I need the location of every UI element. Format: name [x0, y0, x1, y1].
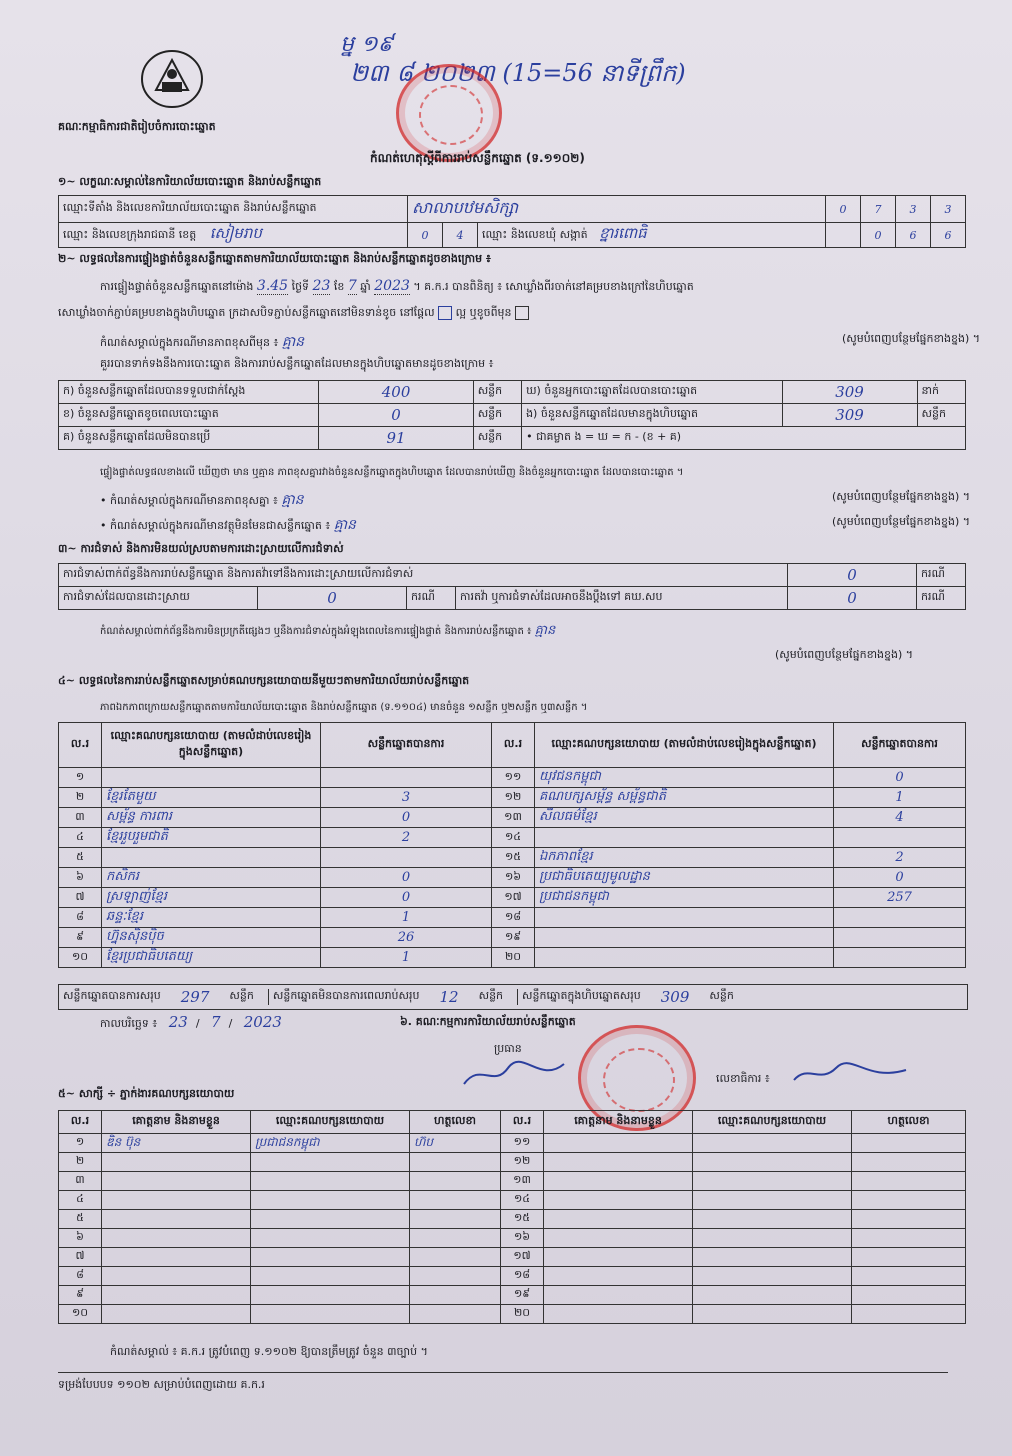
w-col-party-left: ឈ្មោះគណបក្សនយោបាយ	[251, 1111, 410, 1134]
appeal-label: ការតវ៉ា ឬការជំទាស់ដែលអាចនឹងប្ដឹងទៅ គឃ.សប	[456, 587, 788, 610]
witness-name	[544, 1267, 693, 1286]
witness-no: ១៣	[501, 1172, 544, 1191]
witness-no: ១៩	[501, 1286, 544, 1305]
witness-party	[251, 1286, 410, 1305]
result-no: ៨	[59, 908, 102, 928]
unused-unit: សន្លឹក	[473, 427, 521, 450]
result-party: ស្រឡាញ់ខ្មែរ	[102, 888, 321, 908]
witness-sign	[852, 1305, 966, 1324]
voters-value: 309	[782, 381, 917, 404]
objection-value: 0	[788, 564, 917, 587]
result-votes: 0	[321, 808, 492, 828]
result-no: ១៦	[492, 868, 535, 888]
table-row	[59, 1229, 966, 1248]
col-no-left: ល.រ	[59, 723, 102, 768]
date-day: 23	[168, 1013, 188, 1031]
result-no: ១៧	[492, 888, 535, 908]
appeal-value: 0	[788, 587, 917, 610]
witness-party	[251, 1229, 410, 1248]
result-no: ៥	[59, 848, 102, 868]
result-votes: 3	[321, 788, 492, 808]
table-row	[59, 908, 966, 928]
witness-sign	[410, 1191, 501, 1210]
table-row	[59, 1305, 966, 1324]
witness-name	[544, 1134, 693, 1153]
ballot-count-table	[58, 380, 966, 450]
nec-logo	[136, 46, 208, 112]
bullet1-hint: (សូមបំពេញបន្ថែមផ្នែកខាងខ្នង) ។	[831, 490, 970, 503]
witness-no: ៣	[59, 1172, 102, 1191]
witness-no: ១៥	[501, 1210, 544, 1229]
col-votes-right: សន្លឹកឆ្នោតបានការ	[834, 723, 966, 768]
result-no: ៧	[59, 888, 102, 908]
seal-broken-label: ឬខូចពីមុន	[469, 306, 512, 319]
section3-note-label: កំណត់សម្គាល់ពាក់ព័ន្ធនឹងការមិនប្រក្រតីផ្សេងៗ ឬនឹងការជំទាស់ក្នុងអំឡុងពេលនៃការផ្ទៀងផ្ទាត់ និងការរាប់សន្លឹកឆ្នោត ៖	[100, 626, 532, 637]
witness-name	[102, 1286, 251, 1305]
secretary-signature	[790, 1060, 910, 1088]
witness-party	[251, 1153, 410, 1172]
date-label: កាលបរិច្ឆេទ ៖	[100, 1017, 158, 1030]
result-party	[535, 828, 834, 848]
witness-party	[693, 1134, 852, 1153]
in-box-value: 309	[782, 404, 917, 427]
witness-name	[544, 1305, 693, 1324]
witness-sign	[410, 1286, 501, 1305]
resolved-unit: ករណី	[407, 587, 456, 610]
spoiled-label: ខ) ចំនួនសន្លឹកឆ្នោតខូចពេលបោះឆ្នោត	[59, 404, 319, 427]
table-row	[59, 888, 966, 908]
section3-note	[100, 622, 970, 641]
form-title: កំណត់ហេតុស្ដីពីការរាប់សន្លឹកឆ្នោត (ទ.១១០២)	[370, 151, 585, 165]
result-no: ១៩	[492, 928, 535, 948]
witness-sign	[852, 1267, 966, 1286]
result-party	[535, 948, 834, 968]
location-code-1: 0	[826, 196, 861, 223]
section2-title: ២~ លទ្ធផលនៃការផ្ទៀងផ្ទាត់ចំនួនសន្លឹកឆ្នោតតាមការិយាល័យបោះឆ្នោត និងរាប់សន្លឹកឆ្នោតដូចខាងក្រោម ៖	[58, 252, 491, 265]
result-votes: 257	[834, 888, 966, 908]
witness-party	[693, 1153, 852, 1172]
witness-sign	[852, 1248, 966, 1267]
witness-sign	[852, 1172, 966, 1191]
result-party: យុវជនកម្ពុជា	[535, 768, 834, 788]
count-row	[59, 381, 966, 404]
result-party: ឯកភាពខ្មែរ	[535, 848, 834, 868]
line1-pre: ការផ្ទៀងផ្ទាត់ចំនួនសន្លឹកឆ្នោតនៅម៉ោង	[100, 280, 254, 293]
result-votes	[321, 848, 492, 868]
witness-no: ១០	[59, 1305, 102, 1324]
result-no: ១២	[492, 788, 535, 808]
result-votes: 26	[321, 928, 492, 948]
result-party	[535, 908, 834, 928]
date-year: 2023	[243, 1013, 282, 1031]
location-code-3: 3	[896, 196, 931, 223]
total-valid-label: សន្លឹកឆ្នោតបានការសរុប	[63, 989, 161, 1002]
result-votes	[321, 768, 492, 788]
result-party: ឆន្ទៈខ្មែរ	[102, 908, 321, 928]
result-votes: 1	[321, 908, 492, 928]
witness-no: ១៤	[501, 1191, 544, 1210]
w-col-sign-left: ហត្ថលេខា	[410, 1111, 501, 1134]
witness-no: ១១	[501, 1134, 544, 1153]
witness-party	[693, 1286, 852, 1305]
result-votes: 2	[834, 848, 966, 868]
result-no: ១០	[59, 948, 102, 968]
result-no: ១	[59, 768, 102, 788]
witness-name	[102, 1191, 251, 1210]
province-label: ឈ្មោះ និងលេខក្រុងរាជធានី ខេត្ត	[63, 228, 197, 241]
witness-name	[102, 1305, 251, 1324]
objection-unit: ករណី	[917, 564, 966, 587]
line2-text: សោឃ្លាំងចាក់ភ្ជាប់គម្របខាងក្នុងហិបឆ្នោត ក្រដាសបិទភ្ជាប់សន្លឹកឆ្នោតនៅមិនទាន់ខូច នៅផ្ដែល	[58, 306, 435, 319]
result-party: ប្រជាធិបតេយ្យមូលដ្ឋាន	[535, 868, 834, 888]
result-party: ហ្វ៊ុនស៊ិនប៉ិច	[102, 928, 321, 948]
results-body	[59, 768, 966, 968]
witness-party	[693, 1210, 852, 1229]
w-col-no-right: ល.រ	[501, 1111, 544, 1134]
witness-name	[102, 1267, 251, 1286]
result-party	[102, 848, 321, 868]
result-party: ខ្មែររួបរួមជាតិ	[102, 828, 321, 848]
result-votes	[834, 948, 966, 968]
commune-code-1: 0	[861, 223, 896, 248]
in-box-unit: សន្លឹក	[917, 404, 965, 427]
witness-name	[544, 1191, 693, 1210]
chair-label: ប្រធាន	[494, 1042, 522, 1055]
witness-party: ប្រជាជនកម្ពុជា	[251, 1134, 410, 1153]
witness-no: ១២	[501, 1153, 544, 1172]
result-no: ១៥	[492, 848, 535, 868]
result-party: គណបក្សសម្ព័ន្ធ សម្ព័ន្ធជាតិ	[535, 788, 834, 808]
objection-table	[58, 563, 966, 610]
table-row	[59, 1210, 966, 1229]
formula-label: • ជាគម្លាត ង = ឃ = ក - (ខ + គ)	[522, 427, 966, 450]
line1-post: ។ គ.ក.រ បានពិនិត្យ ៖ សោឃ្លាំងពីរចាក់នៅគម្របខាងក្រៅនៃហិបឆ្នោត	[413, 280, 694, 293]
result-no: ៣	[59, 808, 102, 828]
results-table	[58, 722, 966, 968]
commune-value: ខ្នារពោធិ	[599, 224, 647, 242]
table-row	[59, 1153, 966, 1172]
witness-no: ១	[59, 1134, 102, 1153]
footnote: កំណត់សម្គាល់ ៖ គ.ក.រ ត្រូវបំពេញ ទ.១១០២ ឱ្យបានត្រឹមត្រូវ ចំនួន ៣ច្បាប់ ។	[110, 1345, 428, 1358]
result-no: ២០	[492, 948, 535, 968]
witness-name	[102, 1210, 251, 1229]
w-col-name-left: គោត្តនាម និងនាមខ្លួន	[102, 1111, 251, 1134]
month-label: ខែ	[333, 280, 345, 293]
table-row	[59, 788, 966, 808]
count-row	[59, 427, 966, 450]
witness-sign	[852, 1229, 966, 1248]
note-value: គ្មាន	[281, 334, 305, 350]
witness-no: ១៨	[501, 1267, 544, 1286]
result-party: ខ្មែរតែមួយ	[102, 788, 321, 808]
witness-name: ឌិន ប៊ុន	[102, 1134, 251, 1153]
commune-code-2: 6	[896, 223, 931, 248]
date-line: កាលបរិច្ឆេទ ៖ 23 / 7 / 2023	[100, 1013, 282, 1031]
witness-party	[693, 1191, 852, 1210]
w-col-party-right: ឈ្មោះគណបក្សនយោបាយ	[693, 1111, 852, 1134]
w-col-no-left: ល.រ	[59, 1111, 102, 1134]
witness-sign	[852, 1210, 966, 1229]
location-label: ឈ្មោះទីតាំង និងលេខការិយាល័យបោះឆ្នោត និងរាប់សន្លឹកឆ្នោត	[59, 196, 408, 223]
result-party: ប្រជាជនកម្ពុជា	[535, 888, 834, 908]
spoiled-unit: សន្លឹក	[473, 404, 521, 427]
witness-sign	[852, 1153, 966, 1172]
section5-title: ៥~ សាក្សី ÷ ភ្នាក់ងារគណបក្សនយោបាយ	[58, 1087, 235, 1100]
result-no: ៩	[59, 928, 102, 948]
check-year: 2023	[374, 278, 410, 294]
witness-name	[102, 1172, 251, 1191]
section4-title: ៤~ លទ្ធផលនៃការរាប់សន្លឹកឆ្នោតសម្រាប់គណបក្សនយោបាយនីមួយៗតាមការិយាល័យរាប់សន្លឹកឆ្នោត	[58, 674, 470, 687]
witness-sign	[410, 1229, 501, 1248]
total-box-unit: សន្លឹក	[709, 989, 734, 1002]
day-label: ថ្ងៃទី	[291, 280, 310, 293]
total-box-value: 309	[660, 988, 690, 1006]
secretary-label: លេខាធិការ ៖	[716, 1072, 770, 1085]
witness-no: ១៦	[501, 1229, 544, 1248]
objection-label: ការជំទាស់ពាក់ព័ន្ធនឹងការរាប់សន្លឹកឆ្នោត និងការតវ៉ាទៅនឹងការដោះស្រាយលើការជំទាស់	[59, 564, 788, 587]
in-box-label: ង) ចំនួនសន្លឹកឆ្នោតដែលមានក្នុងហិបឆ្នោត	[522, 404, 782, 427]
bullet1	[100, 490, 970, 511]
bullet2-label: • កំណត់សម្គាល់ក្នុងករណីមានវត្ថុមិនមែនជាសន្លឹកឆ្នោត ៖	[100, 519, 331, 532]
witness-name	[544, 1172, 693, 1191]
witness-party	[693, 1229, 852, 1248]
witness-no: ៩	[59, 1286, 102, 1305]
total-invalid-unit: សន្លឹក	[478, 989, 504, 1002]
witness-party	[693, 1248, 852, 1267]
witness-name	[544, 1153, 693, 1172]
section1-table	[58, 195, 966, 248]
received-label: ក) ចំនួនសន្លឹកឆ្នោតដែលបានទទួលជាក់ស្ដែង	[59, 381, 319, 404]
witness-sign	[410, 1153, 501, 1172]
table-row	[59, 808, 966, 828]
province-value: សៀមរាប	[209, 224, 262, 242]
date-month: 7	[211, 1013, 221, 1031]
witness-no: ២	[59, 1153, 102, 1172]
spoiled-value: 0	[319, 404, 473, 427]
note-hint: (សូមបំពេញបន្ថែមផ្នែកខាងខ្នង) ។	[841, 332, 980, 345]
col-party-left: ឈ្មោះគណបក្សនយោបាយ (តាមលំដាប់លេខរៀងក្នុងសន្លឹកឆ្នោត)	[102, 723, 321, 768]
result-votes: 0	[321, 888, 492, 908]
table-row	[59, 1286, 966, 1305]
result-no: ៦	[59, 868, 102, 888]
seal-broken-checkbox[interactable]	[515, 306, 529, 320]
witness-sign	[410, 1305, 501, 1324]
handwritten-ref: ម្ន ១៩	[340, 32, 394, 57]
witness-party	[693, 1305, 852, 1324]
result-party	[535, 928, 834, 948]
result-no: ២	[59, 788, 102, 808]
witness-no: ១៧	[501, 1248, 544, 1267]
witness-name	[102, 1229, 251, 1248]
witness-party	[251, 1210, 410, 1229]
section2-intro: គួររបានទាក់ទងនឹងការបោះឆ្នោត និងការរាប់សន្លឹកឆ្នោតដែលមានក្នុងហិបឆ្នោតមានដូចខាងក្រោម ៖	[100, 357, 494, 370]
witness-sign	[852, 1134, 966, 1153]
table-row	[59, 848, 966, 868]
bullet2	[100, 515, 970, 536]
witness-no: ៧	[59, 1248, 102, 1267]
official-stamp-top	[396, 64, 502, 162]
appeal-unit: ករណី	[917, 587, 966, 610]
compare-line: ផ្ទៀងផ្ទាត់លទ្ធផលខាងលើ ឃើញថា មាន ឬគ្មាន ភាពខុសគ្នារវាងចំនួនសន្លឹកឆ្នោតក្នុងហិបឆ្នោត ដែលបានរាប់ឃើញ និងចំនួនអ្នកបោះឆ្នោត ដែលបានបោះឆ្នោត ។	[100, 467, 684, 478]
section3-note-value: គ្មាន	[534, 623, 556, 638]
check-day: 23	[312, 278, 331, 294]
witness-name	[544, 1248, 693, 1267]
section3-title: ៣~ ការជំទាស់ និងការមិនយល់ស្របតាមការដោះស្រាយលើការជំទាស់	[58, 542, 344, 555]
section2-line1	[100, 278, 960, 296]
result-votes: 0	[834, 868, 966, 888]
chair-signature	[460, 1058, 570, 1090]
section1-title: ១~ លក្ខណៈសម្គាល់នៃការិយាល័យបោះឆ្នោត និងរាប់សន្លឹកឆ្នោត	[58, 175, 322, 188]
location-value: សាលាបឋមសិក្សា	[408, 196, 826, 223]
note-label: កំណត់សម្គាល់ក្នុងករណីមានភាពខុសពីមុន ៖	[100, 336, 279, 349]
result-votes	[834, 828, 966, 848]
table-row	[59, 828, 966, 848]
total-invalid-value: 12	[439, 988, 459, 1006]
section2-line2	[58, 306, 958, 322]
location-code-2: 7	[861, 196, 896, 223]
witness-sign	[852, 1191, 966, 1210]
handwritten-date-time: ២៣ ៨ ២០២៣ (15=56 នាទីព្រឹក)	[350, 59, 686, 87]
witness-party	[251, 1172, 410, 1191]
witness-party	[251, 1248, 410, 1267]
province-code-1: 0	[408, 223, 443, 248]
result-party: សីលធម៌ខ្មែរ	[535, 808, 834, 828]
seal-ok-checkbox[interactable]	[438, 306, 452, 320]
bullet1-value: គ្មាន	[281, 492, 304, 508]
table-row	[59, 1191, 966, 1210]
col-party-right: ឈ្មោះគណបក្សនយោបាយ (តាមលំដាប់លេខរៀងក្នុងសន្លឹកឆ្នោត)	[535, 723, 834, 768]
table-row	[59, 768, 966, 788]
unused-label: គ) ចំនួនសន្លឹកឆ្នោតដែលមិនបានប្រើ	[59, 427, 319, 450]
witness-sign	[852, 1286, 966, 1305]
total-box-label: សន្លឹកឆ្នោតក្នុងហិបឆ្នោតសរុប	[517, 989, 641, 1005]
bullet1-label: • កំណត់សម្គាល់ក្នុងករណីមានភាពខុសគ្នា ៖	[100, 494, 278, 507]
check-time: 3.45	[256, 278, 289, 294]
witness-body	[59, 1134, 966, 1324]
check-month: 7	[347, 278, 357, 294]
witness-name	[544, 1229, 693, 1248]
result-no: ១១	[492, 768, 535, 788]
witness-sign	[410, 1210, 501, 1229]
result-votes: 4	[834, 808, 966, 828]
witness-party	[251, 1267, 410, 1286]
result-no: ៤	[59, 828, 102, 848]
witness-no: ៤	[59, 1191, 102, 1210]
witness-sign	[410, 1172, 501, 1191]
province-code-2: 4	[443, 223, 478, 248]
result-votes: 2	[321, 828, 492, 848]
table-row	[59, 1248, 966, 1267]
location-code-4: 3	[931, 196, 966, 223]
commune-label: ឈ្មោះ និងលេខឃុំ សង្កាត់	[482, 228, 588, 241]
result-votes: 0	[834, 768, 966, 788]
witness-no: ៨	[59, 1267, 102, 1286]
result-party: ខ្មែរប្រជាធិបតេយ្យ	[102, 948, 321, 968]
org-name: គណៈកម្មាធិការជាតិរៀបចំការបោះឆ្នោត	[58, 120, 216, 133]
witness-table	[58, 1110, 966, 1324]
witness-party	[693, 1267, 852, 1286]
witness-name	[102, 1153, 251, 1172]
result-no: ១៨	[492, 908, 535, 928]
received-unit: សន្លឹក	[473, 381, 521, 404]
result-votes: 1	[834, 788, 966, 808]
bottom-note: ទម្រង់បែបបទ ១១០២ សម្រាប់បំពេញដោយ គ.ក.រ	[58, 1378, 265, 1391]
witness-party	[251, 1191, 410, 1210]
table-row	[59, 1267, 966, 1286]
witness-party	[251, 1305, 410, 1324]
table-row	[59, 1134, 966, 1153]
table-row	[59, 868, 966, 888]
total-invalid-label: សន្លឹកឆ្នោតមិនបានការពេលរាប់សរុប	[268, 989, 420, 1005]
witness-no: ២០	[501, 1305, 544, 1324]
result-votes: 0	[321, 868, 492, 888]
received-value: 400	[319, 381, 473, 404]
col-votes-left: សន្លឹកឆ្នោតបានការ	[321, 723, 492, 768]
bullet2-hint: (សូមបំពេញបន្ថែមផ្នែកខាងខ្នង) ។	[831, 515, 970, 528]
witness-sign: ហ៊ប	[410, 1134, 501, 1153]
witness-party	[693, 1172, 852, 1191]
result-party: សម្ព័ន្ធ ការពារ	[102, 808, 321, 828]
result-votes	[834, 908, 966, 928]
section3-hint: (សូមបំពេញបន្ថែមផ្នែកខាងខ្នង) ។	[775, 648, 914, 661]
col-no-right: ល.រ	[492, 723, 535, 768]
witness-no: ៥	[59, 1210, 102, 1229]
witness-name	[544, 1286, 693, 1305]
witness-sign	[410, 1248, 501, 1267]
total-valid-value: 297	[180, 988, 210, 1006]
seal-ok-label: ល្អ	[455, 306, 467, 319]
witness-sign	[410, 1267, 501, 1286]
section2-note	[100, 332, 980, 353]
result-party: កសិករ	[102, 868, 321, 888]
commune-code-3: 6	[931, 223, 966, 248]
witness-no: ៦	[59, 1229, 102, 1248]
table-row	[59, 1172, 966, 1191]
totals-row	[58, 984, 968, 1010]
voters-unit: នាក់	[917, 381, 965, 404]
table-row	[59, 948, 966, 968]
w-col-sign-right: ហត្ថលេខា	[852, 1111, 966, 1134]
result-no: ១៣	[492, 808, 535, 828]
resolved-label: ការជំទាស់ដែលបានដោះស្រាយ	[59, 587, 258, 610]
resolved-value: 0	[258, 587, 407, 610]
count-row	[59, 404, 966, 427]
w-col-name-right: គោត្តនាម និងនាមខ្លួន	[544, 1111, 693, 1134]
voters-label: ឃ) ចំនួនអ្នកបោះឆ្នោតដែលបានបោះឆ្នោត	[522, 381, 782, 404]
unused-value: 91	[319, 427, 473, 450]
section4-intro: ភាពឯកភាពក្រោយសន្លឹកឆ្នោតតាមការិយាល័យបោះឆ្នោត និងរាប់សន្លឹកឆ្នោត (ទ.១១០៤) មានចំនួន ១សន្លឹក ឬ២សន្លឹក ឬ៣សន្លឹក ។	[100, 702, 588, 713]
result-votes: 1	[321, 948, 492, 968]
table-row	[59, 928, 966, 948]
total-valid-unit: សន្លឹក	[229, 989, 254, 1002]
result-party	[102, 768, 321, 788]
committee-label: ៦. គណៈកម្មការការិយាល័យរាប់សន្លឹកឆ្នោត	[400, 1015, 576, 1028]
bottom-divider	[58, 1372, 948, 1373]
bullet2-value: គ្មាន	[333, 517, 356, 533]
result-no: ១៤	[492, 828, 535, 848]
year-label: ឆ្នាំ	[360, 280, 371, 293]
witness-name	[102, 1248, 251, 1267]
result-votes	[834, 928, 966, 948]
witness-name	[544, 1210, 693, 1229]
